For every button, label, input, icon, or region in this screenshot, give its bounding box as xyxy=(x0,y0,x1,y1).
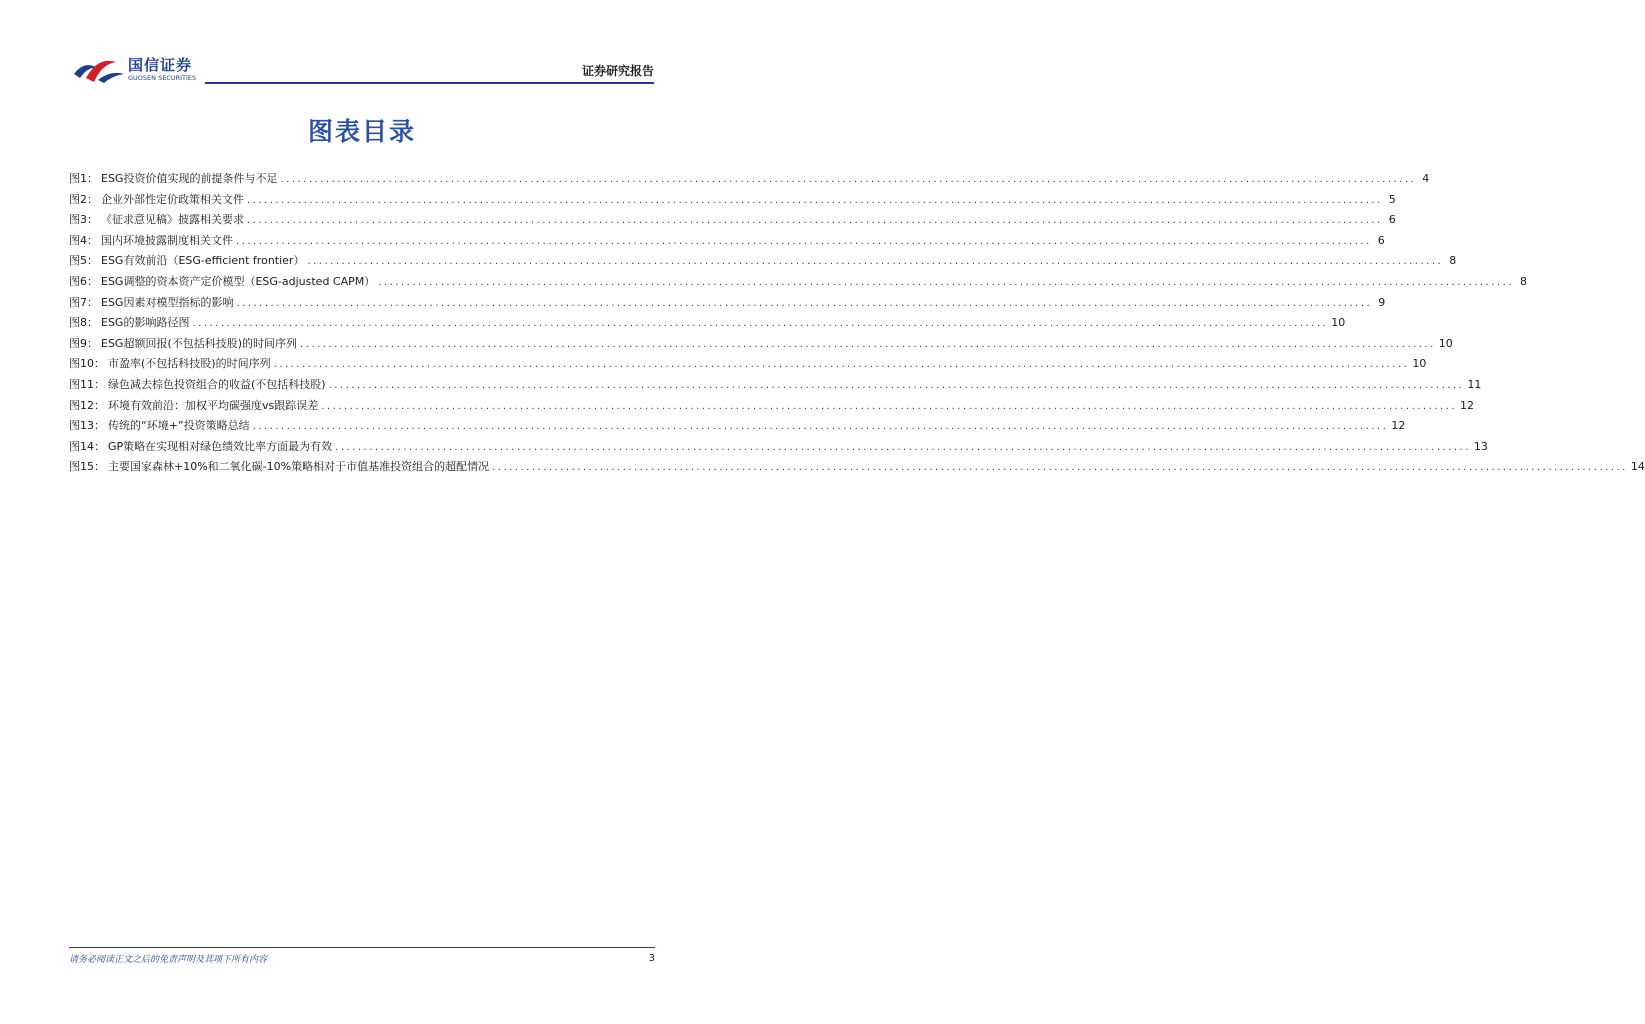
toc-page-number: 12 xyxy=(1391,419,1406,433)
toc-dot-leader: ........................................................................................................................................................................................................ xyxy=(273,359,1410,371)
toc-entry[interactable] xyxy=(69,170,1430,191)
toc-page-number: 9 xyxy=(1378,295,1386,309)
toc-dot-leader: ........................................................................................................................................................................................................ xyxy=(307,256,1444,268)
toc-dot-leader: ........................................................................................................................................................................................................ xyxy=(236,235,1372,247)
toc-figure-title: 主要国家森林+10%和二氧化碳-10%策略相对于市值基准投资组合的超配情况 xyxy=(108,460,490,474)
toc-figure-title: ESG投资价值实现的前提条件与不足 xyxy=(101,172,278,185)
toc-dot-leader: ........................................................................................................................................................................................................ xyxy=(247,215,1383,227)
toc-entry[interactable] xyxy=(69,211,1396,232)
toc-figure-title: ESG有效前沿（ESG-efficient frontier） xyxy=(101,254,305,268)
toc-page-number: 14 xyxy=(1630,460,1645,474)
toc-figure-title: ESG的影响路径图 xyxy=(101,316,190,330)
logo-english-name: GUOSEN SECURITIES xyxy=(128,74,197,82)
toc-page-number: 6 xyxy=(1388,213,1396,227)
toc-entry[interactable] xyxy=(69,376,1482,397)
toc-dot-leader: ........................................................................................................................................................................................................ xyxy=(192,318,1329,330)
toc-figure-title: 绿色减去棕色投资组合的收益(不包括科技股) xyxy=(108,377,326,391)
toc-page-number: 13 xyxy=(1473,439,1488,453)
toc-figure-number: 图7： xyxy=(69,295,98,309)
toc-entry[interactable] xyxy=(69,294,1386,315)
toc-dot-leader: ........................................................................................................................................................................................................ xyxy=(252,421,1389,433)
toc-page-number: 8 xyxy=(1449,254,1457,268)
toc-figure-number: 图5： xyxy=(69,254,98,268)
disclaimer-text: 请务必阅读正文之后的免责声明及其项下所有内容 xyxy=(69,955,268,965)
toc-dot-leader: ........................................................................................................................................................................................................ xyxy=(247,194,1383,206)
toc-figure-number: 图10： xyxy=(69,357,105,371)
toc-figure-title: 传统的“环境+”投资策略总结 xyxy=(108,419,250,433)
toc-dot-leader: ........................................................................................................................................................................................................ xyxy=(378,276,1515,288)
guosen-logo xyxy=(72,52,202,84)
toc-entry[interactable] xyxy=(69,335,1453,356)
toc-figure-number: 图3： xyxy=(69,213,98,227)
toc-entry[interactable] xyxy=(69,232,1385,253)
toc-dot-leader: ........................................................................................................................................................................................................ xyxy=(328,379,1465,391)
toc-dot-leader: ........................................................................................................................................................................................................ xyxy=(300,338,1436,350)
toc-dot-leader: ........................................................................................................................................................................................................ xyxy=(280,174,1417,185)
toc-entry[interactable] xyxy=(69,273,1528,294)
toc-page-number: 11 xyxy=(1467,377,1482,391)
toc-figure-title: 《征求意见稿》披露相关要求 xyxy=(101,213,244,227)
toc-page-number: 10 xyxy=(1331,316,1346,330)
toc-entry[interactable] xyxy=(69,438,1488,459)
guosen-logo-icon xyxy=(72,52,126,84)
toc-page-number: 4 xyxy=(1422,172,1430,185)
toc-figure-title: 国内环境披露制度相关文件 xyxy=(101,233,233,247)
toc-figure-number: 图6： xyxy=(69,274,98,288)
toc-entry[interactable] xyxy=(69,191,1396,212)
toc-figure-number: 图11： xyxy=(69,377,105,391)
toc-figure-number: 图1： xyxy=(69,172,98,185)
toc-figure-number: 图2： xyxy=(69,192,98,206)
toc-figure-number: 图15： xyxy=(69,460,105,474)
toc-dot-leader: ........................................................................................................................................................................................................ xyxy=(236,297,1373,309)
toc-entry[interactable] xyxy=(69,397,1474,418)
toc-entry[interactable] xyxy=(69,458,1645,479)
toc-entry[interactable] xyxy=(69,252,1457,273)
header-divider xyxy=(205,82,654,84)
toc-figure-number: 图12： xyxy=(69,398,105,412)
toc-figure-title: GP策略在实现相对绿色绩效比率方面最为有效 xyxy=(108,439,333,453)
toc-dot-leader: ........................................................................................................................................................................................................ xyxy=(492,462,1628,474)
toc-entry[interactable] xyxy=(69,355,1427,376)
logo-chinese-name: 国信证券 xyxy=(128,56,193,74)
report-type-label: 证券研究报告 xyxy=(581,64,654,78)
footer-divider xyxy=(69,947,655,948)
toc-entry[interactable] xyxy=(69,417,1406,438)
toc-figure-number: 图8： xyxy=(69,316,98,330)
toc-page-number: 6 xyxy=(1377,233,1385,247)
figure-table-of-contents xyxy=(69,170,1645,479)
toc-figure-number: 图13： xyxy=(69,419,105,433)
toc-figure-number: 图9： xyxy=(69,336,98,350)
toc-dot-leader: ........................................................................................................................................................................................................ xyxy=(321,400,1457,412)
page-title: 图表目录 xyxy=(307,117,416,146)
toc-page-number: 5 xyxy=(1388,192,1396,206)
toc-figure-title: 市盈率(不包括科技股)的时间序列 xyxy=(108,357,271,371)
toc-figure-number: 图4： xyxy=(69,233,98,247)
toc-page-number: 10 xyxy=(1438,336,1453,350)
toc-dot-leader: ........................................................................................................................................................................................................ xyxy=(335,441,1471,453)
toc-page-number: 10 xyxy=(1412,357,1427,371)
toc-entry[interactable] xyxy=(69,314,1346,335)
toc-figure-title: ESG超额回报(不包括科技股)的时间序列 xyxy=(101,336,298,350)
toc-page-number: 12 xyxy=(1460,398,1474,412)
toc-figure-title: 环境有效前沿：加权平均碳强度vs跟踪误差 xyxy=(108,398,319,412)
toc-figure-title: ESG调整的资本资产定价模型（ESG-adjusted CAPM） xyxy=(101,274,376,288)
toc-figure-title: ESG因素对模型指标的影响 xyxy=(101,295,234,309)
toc-figure-number: 图14： xyxy=(69,439,105,453)
toc-page-number: 8 xyxy=(1520,274,1528,288)
toc-figure-title: 企业外部性定价政策相关文件 xyxy=(101,192,244,206)
page-number: 3 xyxy=(648,953,655,964)
